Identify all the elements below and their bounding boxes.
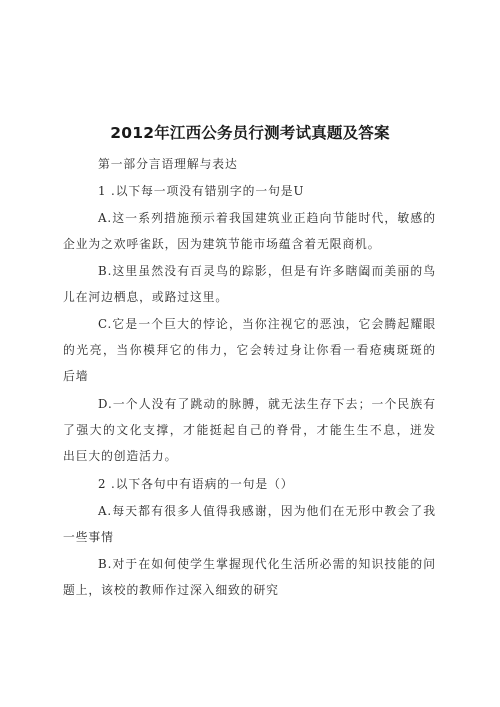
question-2-stem: 2 .以下各句中有语病的一句是（） — [98, 477, 294, 491]
q1-option-b-line-2: 儿在河边栖息，或路过这里。 — [63, 290, 229, 304]
q2-option-b-line-1: B.对于在如何使学生掌握现代化生活所必需的知识技能的问 — [98, 557, 436, 571]
section-heading: 第一部分言语理解与表达 — [98, 157, 238, 171]
question-1-stem: 1 .以下每一项没有错别字的一句是U — [98, 184, 305, 198]
q2-option-b-line-2: 题上，该校的教师作过深入细致的研究 — [63, 583, 279, 597]
q1-option-d-line-2: 了强大的文化支撑，才能挺起自己的脊骨，才能生生不息，迸发 — [63, 423, 436, 437]
q1-option-c-line-1: C.它是一个巨大的悖论，当你注视它的恶浊，它会腾起耀眼 — [98, 317, 436, 331]
q1-option-c-line-2: 的光亮，当你模拜它的伟力，它会转过身让你看一看疮痍斑斑的 — [63, 343, 436, 357]
q1-option-d-line-3: 出巨大的创造活力。 — [63, 449, 178, 463]
q1-option-d-line-1: D.一个人没有了跳动的脉膊，就无法生存下去；一个民族有 — [98, 397, 436, 411]
q1-option-a-line-2: 企业为之欢呼雀跃，因为建筑节能市场蕴含着无限商机。 — [63, 237, 381, 251]
q2-option-a-line-1: A.每天都有很多人值得我感谢，因为他们在无形中教会了我 — [98, 504, 436, 518]
q1-option-a-line-1: A.这一系列措施预示着我国建筑业正趋向节能时代，敏感的 — [98, 211, 436, 225]
document-title: 2012年江西公务员行测考试真题及答案 — [110, 124, 390, 142]
q1-option-c-line-3: 后墙 — [63, 369, 89, 383]
q2-option-a-line-2: 一些事情 — [63, 530, 114, 544]
q1-option-b-line-1: B.这里虽然没有百灵鸟的踪影，但是有许多瞎阖而美丽的鸟 — [98, 264, 436, 278]
